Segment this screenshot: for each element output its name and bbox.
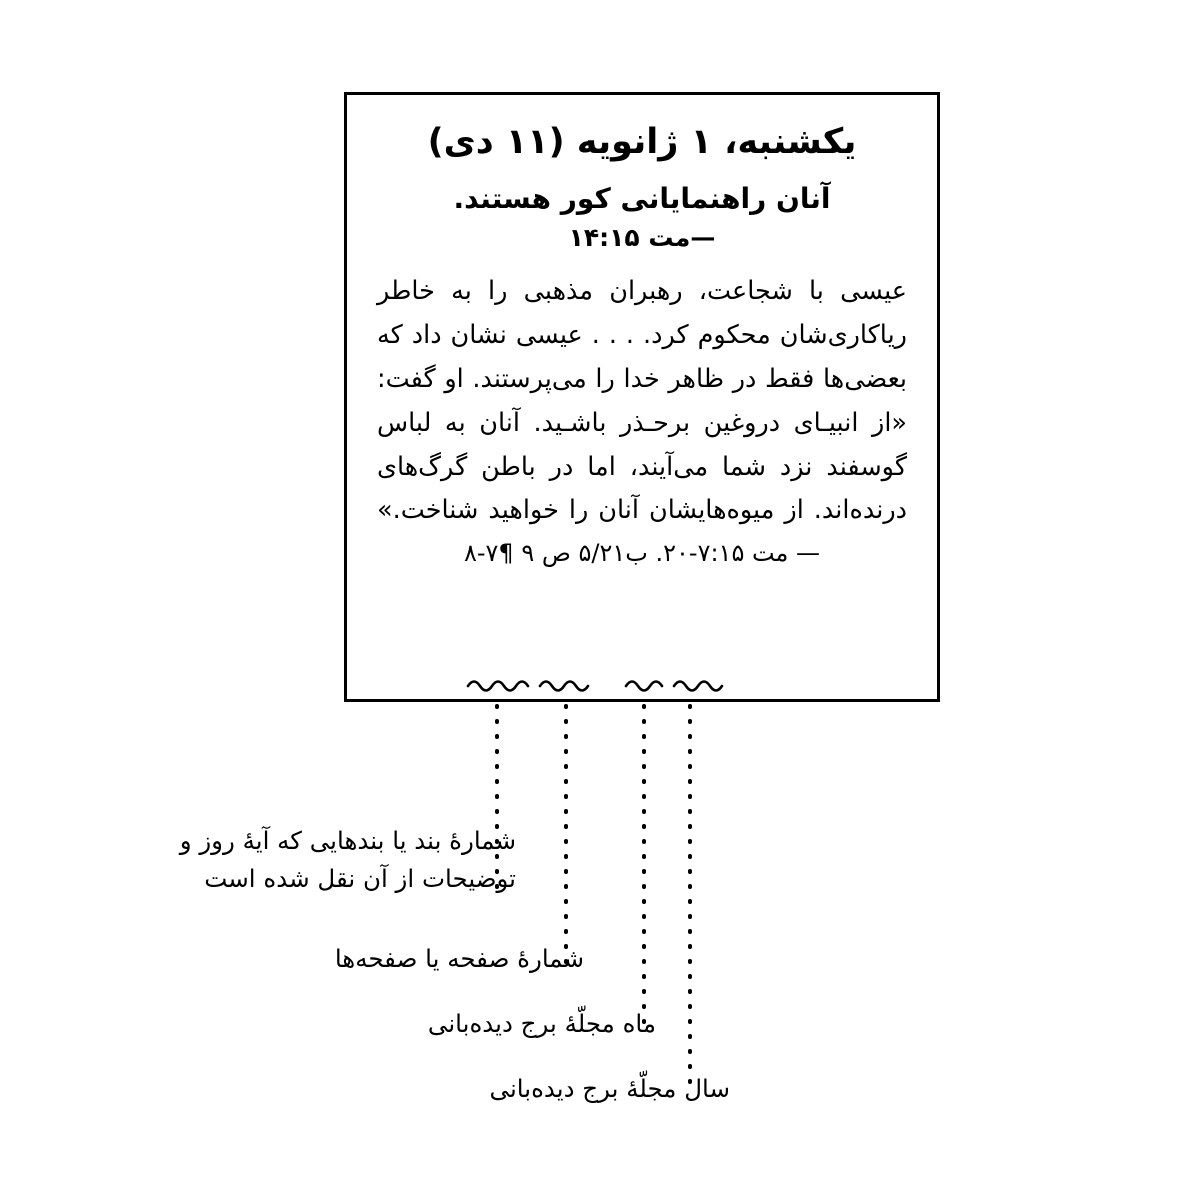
- card-theme-scripture-reference: —مت ۱۴:۱۵: [568, 223, 716, 253]
- card-date: یکشنبه، ۱ ژانویه (۱۱ دی): [427, 122, 857, 162]
- card-theme-text: آنان راهنمایانی کور هستند.: [453, 181, 831, 215]
- legend-item-month: ماه مجلّۀ برج دیده‌بانی: [427, 1009, 656, 1038]
- legend-item-year: سال مجلّۀ برج دیده‌بانی: [489, 1074, 730, 1103]
- daily-text-card: [344, 92, 940, 702]
- legend-item-paragraph: شمارۀ بند یا بندهایی که آیۀ روز و توضیحات از آن نقل شده است: [179, 826, 516, 893]
- legend-item-page: شمارۀ صفحه یا صفحه‌ها: [334, 944, 584, 973]
- card-body-paragraph: عیسی با شجاعت، رهبران مذهبی را به خاطر ریاکاری‌شان محکوم کرد. . . . عیسی نشان داد که بعضی‌ها فقط در ظاهر خدا را می‌پرستند. او گفت: «از انبیـای دروغین برحـذر باشـید. آنان به لباس گوسفند نزد شما می‌آیند، اما در باطن گرگ‌های درنده‌اند. از میوه‌هایشان آنان را خواهید شناخت.»: [377, 276, 907, 526]
- card-source-citation: — مت ۷:۱۵-۲۰. ب۵/۲۱ ص ۹ ¶۷-۸: [463, 539, 821, 568]
